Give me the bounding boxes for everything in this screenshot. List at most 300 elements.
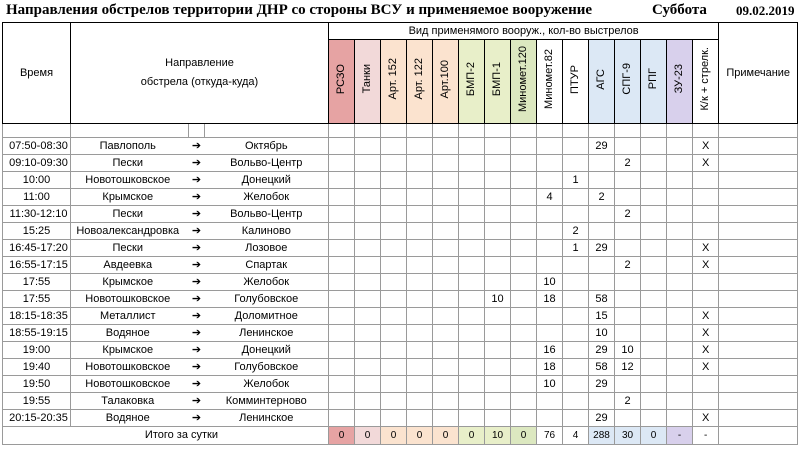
spacer-cell [433,124,459,138]
row-weapon-value [563,376,589,393]
row-weapon-value [693,189,719,206]
row-note [719,257,798,274]
row-arrow-icon: ➔ [189,138,205,155]
row-weapon-value [485,274,511,291]
row-to: Комминтерново [205,393,329,410]
row-weapon-value [459,138,485,155]
report-date: 09.02.2019 [736,3,795,18]
row-from: Новоалександровка [71,223,189,240]
row-weapon-value [641,172,667,189]
row-weapon-value: 1 [563,172,589,189]
header-direction-line1: Направление [165,57,234,69]
row-weapon-value [485,376,511,393]
row-weapon-value: Х [693,410,719,427]
row-weapon-value [407,342,433,359]
row-weapon-value [641,376,667,393]
row-weapon-value [511,393,537,410]
row-weapon-value [381,155,407,172]
row-weapon-value: Х [693,138,719,155]
row-weapon-value: Х [693,342,719,359]
header-weapon-label: Арт. 122 [413,58,426,100]
row-weapon-value [355,240,381,257]
row-weapon-value [667,410,693,427]
row-weapon-value [459,291,485,308]
row-weapon-value [589,393,615,410]
row-weapon-value [355,189,381,206]
row-time: 11:30-12:10 [3,206,71,223]
row-weapon-value: 12 [615,359,641,376]
row-weapon-value [537,410,563,427]
row-weapon-value [641,359,667,376]
header-weapon-9 [563,40,589,124]
row-weapon-value [407,291,433,308]
totals-value: 0 [511,427,537,445]
row-weapon-value [329,393,355,410]
header-weapon-13 [667,40,693,124]
header-weapon-label: Миномет.82 [543,49,556,109]
row-weapon-value [459,410,485,427]
row-weapon-value: 2 [615,155,641,172]
table-row [3,393,798,410]
row-weapon-value: 29 [589,410,615,427]
row-arrow-icon: ➔ [189,257,205,274]
header-weapon-label: СПГ-9 [621,63,634,95]
row-note [719,206,798,223]
row-from: Новотошковское [71,359,189,376]
row-time: 15:25 [3,223,71,240]
row-weapon-value [485,342,511,359]
row-weapon-value [641,223,667,240]
row-weapon-value [485,325,511,342]
row-time: 19:40 [3,359,71,376]
header-weapon-3 [407,40,433,124]
row-weapon-value [381,240,407,257]
row-weapon-value: 10 [537,274,563,291]
row-weapon-value [355,223,381,240]
row-weapon-value [433,189,459,206]
row-weapon-value [563,410,589,427]
row-weapon-value: 1 [563,240,589,257]
totals-value: 76 [537,427,563,445]
row-weapon-value [355,393,381,410]
spacer-cell [693,124,719,138]
row-weapon-value [355,291,381,308]
row-note [719,240,798,257]
row-weapon-value [615,308,641,325]
row-weapon-value [329,206,355,223]
row-weapon-value [381,291,407,308]
row-weapon-value [433,359,459,376]
row-weapon-value [329,325,355,342]
row-weapon-value [407,376,433,393]
row-weapon-value [511,189,537,206]
header-time: Время [3,23,71,124]
header-weapon-6 [485,40,511,124]
row-note [719,308,798,325]
row-to: Вольво-Центр [205,155,329,172]
row-weapon-value [355,325,381,342]
row-arrow-icon: ➔ [189,172,205,189]
row-weapon-value [329,257,355,274]
row-weapon-value [329,308,355,325]
totals-value: 0 [433,427,459,445]
row-weapon-value [329,172,355,189]
header-weapon-label: Миномет.120 [517,45,530,113]
header-direction-line2: обстрела (откуда-куда) [140,76,259,88]
header-direction [71,23,329,124]
totals-value: 288 [589,427,615,445]
header-weapon-label: Арт.100 [439,59,452,99]
row-weapon-value [511,325,537,342]
header-weapon-label: БМП-1 [491,61,504,97]
row-weapon-value: 18 [537,359,563,376]
row-weapon-value [537,325,563,342]
row-weapon-value [563,155,589,172]
row-weapon-value: 10 [537,376,563,393]
row-weapon-value [693,291,719,308]
table-row [3,274,798,291]
row-weapon-value [329,410,355,427]
row-note [719,410,798,427]
row-weapon-value: 2 [589,189,615,206]
header-weapon-14 [693,40,719,124]
row-arrow-icon: ➔ [189,223,205,240]
row-weapon-value [381,410,407,427]
totals-value: 0 [355,427,381,445]
row-arrow-icon: ➔ [189,274,205,291]
row-weapon-value [667,376,693,393]
row-weapon-value [433,342,459,359]
row-note [719,393,798,410]
row-weapon-value: Х [693,308,719,325]
row-weapon-value [511,138,537,155]
row-weapon-value [511,376,537,393]
row-time: 16:45-17:20 [3,240,71,257]
header-weapons-group: Вид применямого вооруж., кол-во выстрелов [329,23,719,40]
row-weapon-value [459,376,485,393]
totals-row [3,427,798,445]
row-weapon-value [459,257,485,274]
header-weapon-7 [511,40,537,124]
row-weapon-value [381,308,407,325]
row-weapon-value [563,291,589,308]
row-weapon-value [615,138,641,155]
row-weapon-value [615,223,641,240]
report-title: Направления обстрелов территории ДНР со стороны ВСУ и применяемое вооружение [6,2,593,18]
row-weapon-value [459,223,485,240]
row-weapon-value [537,172,563,189]
spacer-cell [205,124,329,138]
table-row [3,206,798,223]
row-weapon-value [407,138,433,155]
row-weapon-value [511,240,537,257]
totals-value: - [693,427,719,445]
row-weapon-value [407,410,433,427]
row-weapon-value [641,291,667,308]
row-to: Желобок [205,189,329,206]
row-weapon-value [667,274,693,291]
row-time: 18:55-19:15 [3,325,71,342]
row-time: 19:00 [3,342,71,359]
row-weapon-value [459,206,485,223]
spacer-cell [329,124,355,138]
table-row [3,172,798,189]
row-weapon-value [407,155,433,172]
header-notes: Примечание [719,23,798,124]
row-weapon-value [511,359,537,376]
row-weapon-value [329,291,355,308]
totals-value: 10 [485,427,511,445]
row-weapon-value [485,393,511,410]
row-weapon-value [459,308,485,325]
row-time: 17:55 [3,291,71,308]
header-weapon-label: РПГ [647,68,660,90]
header-weapon-label: РСЗО [335,63,348,95]
row-arrow-icon: ➔ [189,376,205,393]
row-weapon-value [667,291,693,308]
header-weapon-10 [589,40,615,124]
row-weapon-value [407,223,433,240]
row-weapon-value [329,359,355,376]
row-time: 19:55 [3,393,71,410]
row-weapon-value [641,257,667,274]
row-weapon-value: 4 [537,189,563,206]
row-weapon-value [667,359,693,376]
spacer-cell [459,124,485,138]
row-weapon-value [589,206,615,223]
row-weapon-value [641,274,667,291]
row-weapon-value [355,359,381,376]
spacer-cell [71,124,189,138]
row-weapon-value [381,257,407,274]
row-to: Калиново [205,223,329,240]
row-from: Крымское [71,189,189,206]
row-note [719,376,798,393]
row-weapon-value [563,342,589,359]
row-arrow-icon: ➔ [189,359,205,376]
row-weapon-value [433,172,459,189]
row-weapon-value [615,291,641,308]
row-time: 20:15-20:35 [3,410,71,427]
row-weapon-value [563,393,589,410]
row-weapon-value [537,206,563,223]
spacer-cell [485,124,511,138]
header-weapon-8 [537,40,563,124]
row-weapon-value [615,376,641,393]
row-weapon-value [485,172,511,189]
row-weapon-value [329,274,355,291]
row-weapon-value [511,342,537,359]
table-row [3,359,798,376]
row-weapon-value [667,308,693,325]
row-to: Голубовское [205,291,329,308]
row-weapon-value [589,172,615,189]
row-weapon-value [615,274,641,291]
row-weapon-value [589,155,615,172]
row-weapon-value [381,172,407,189]
row-time: 09:10-09:30 [3,155,71,172]
row-weapon-value [667,206,693,223]
row-weapon-value [381,138,407,155]
row-weapon-value [511,257,537,274]
row-note [719,155,798,172]
row-weapon-value: 18 [537,291,563,308]
row-weapon-value [485,410,511,427]
row-weapon-value [563,206,589,223]
totals-value: 0 [381,427,407,445]
row-weapon-value: Х [693,359,719,376]
row-weapon-value [433,410,459,427]
row-arrow-icon: ➔ [189,342,205,359]
row-weapon-value [433,274,459,291]
title-bar [0,0,800,22]
row-weapon-value [667,155,693,172]
row-weapon-value [485,206,511,223]
header-weapon-label: БМП-2 [465,61,478,97]
row-weapon-value [641,393,667,410]
row-from: Металлист [71,308,189,325]
row-weapon-value [459,172,485,189]
totals-value: 4 [563,427,589,445]
header-weapon-1 [355,40,381,124]
row-weapon-value [459,342,485,359]
row-weapon-value [511,172,537,189]
row-weapon-value [329,189,355,206]
row-time: 10:00 [3,172,71,189]
table-row [3,189,798,206]
row-weapon-value [433,155,459,172]
row-weapon-value: Х [693,240,719,257]
row-weapon-value [329,223,355,240]
row-weapon-value [511,223,537,240]
header-weapon-2 [381,40,407,124]
row-weapon-value [485,308,511,325]
row-weapon-value [407,257,433,274]
row-weapon-value [355,376,381,393]
row-weapon-value [407,189,433,206]
row-weapon-value [329,240,355,257]
row-weapon-value: 29 [589,376,615,393]
row-weapon-value [459,189,485,206]
row-note [719,359,798,376]
shelling-table [2,22,798,445]
table-row [3,325,798,342]
row-weapon-value: 15 [589,308,615,325]
table-row [3,342,798,359]
row-weapon-value [563,359,589,376]
totals-value: 30 [615,427,641,445]
row-from: Павлополь [71,138,189,155]
row-weapon-value [667,342,693,359]
row-weapon-value [563,257,589,274]
totals-note [719,427,798,445]
row-weapon-value: 2 [615,206,641,223]
row-to: Доломитное [205,308,329,325]
table-row [3,257,798,274]
row-to: Желобок [205,274,329,291]
row-from: Водяное [71,325,189,342]
header-weapon-label: Арт. 152 [387,58,400,100]
row-weapon-value: 29 [589,138,615,155]
row-from: Новотошковское [71,376,189,393]
row-weapon-value [433,223,459,240]
table-row [3,223,798,240]
row-weapon-value [693,393,719,410]
row-weapon-value [381,274,407,291]
row-weapon-value [433,393,459,410]
header-weapon-4 [433,40,459,124]
row-weapon-value [485,138,511,155]
row-weapon-value [381,359,407,376]
header-weapon-label: ПТУР [569,64,582,94]
report-day: Суббота [652,2,707,18]
row-arrow-icon: ➔ [189,308,205,325]
row-weapon-value [459,325,485,342]
row-to: Донецкий [205,342,329,359]
row-weapon-value [667,138,693,155]
row-weapon-value [381,325,407,342]
row-weapon-value [381,376,407,393]
row-weapon-value [381,342,407,359]
row-weapon-value [693,172,719,189]
table-row [3,155,798,172]
row-note [719,342,798,359]
row-weapon-value [329,155,355,172]
row-weapon-value [407,308,433,325]
row-weapon-value: 29 [589,240,615,257]
row-time: 19:50 [3,376,71,393]
row-weapon-value [667,393,693,410]
row-arrow-icon: ➔ [189,393,205,410]
table-row [3,240,798,257]
spacer-cell [589,124,615,138]
row-weapon-value [433,376,459,393]
row-to: Ленинское [205,325,329,342]
spacer-cell [719,124,798,138]
row-weapon-value [459,393,485,410]
row-weapon-value [537,155,563,172]
row-weapon-value [381,206,407,223]
row-note [719,172,798,189]
totals-value: - [667,427,693,445]
row-note [719,325,798,342]
row-weapon-value [355,308,381,325]
row-to: Лозовое [205,240,329,257]
header-weapon-label: Танки [361,64,374,94]
row-weapon-value [615,410,641,427]
header-weapon-label: ЗУ-23 [673,64,686,94]
row-weapon-value [563,274,589,291]
row-arrow-icon: ➔ [189,325,205,342]
spacer-cell [407,124,433,138]
row-weapon-value [563,308,589,325]
row-weapon-value [641,308,667,325]
row-weapon-value [667,240,693,257]
row-weapon-value [511,274,537,291]
row-weapon-value [693,376,719,393]
row-weapon-value [693,206,719,223]
row-to: Голубовское [205,359,329,376]
row-weapon-value [355,138,381,155]
row-weapon-value [485,257,511,274]
row-from: Крымское [71,274,189,291]
header-weapon-12 [641,40,667,124]
row-weapon-value [355,206,381,223]
row-weapon-value [511,410,537,427]
row-weapon-value [667,223,693,240]
row-arrow-icon: ➔ [189,291,205,308]
row-weapon-value [407,393,433,410]
